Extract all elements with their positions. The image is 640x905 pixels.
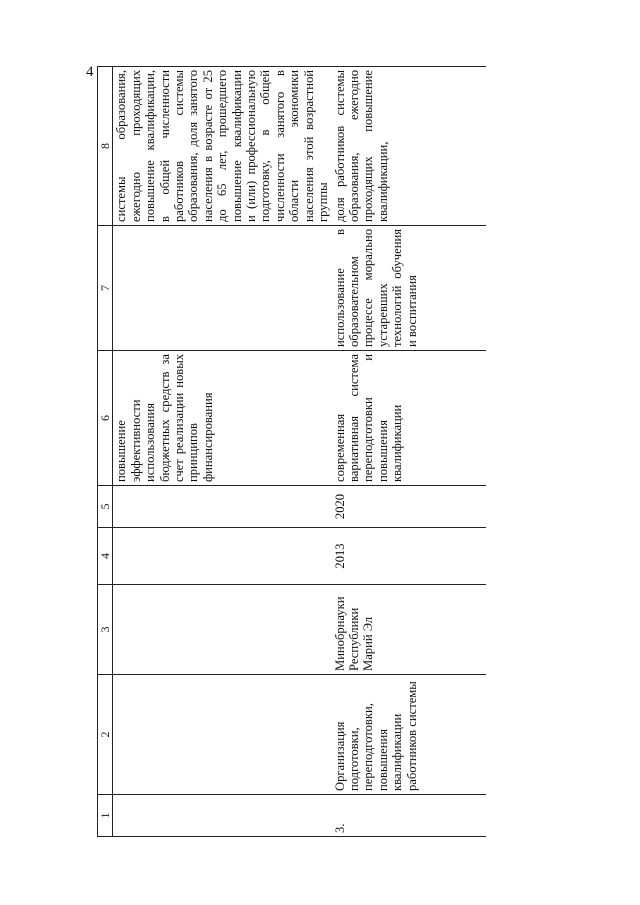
rotated-table-container xyxy=(97,67,465,837)
executor-cell: Минобрнауки Республики Марий Эл xyxy=(332,585,486,675)
table-row-3 xyxy=(332,67,486,837)
column-number: 8 xyxy=(98,67,113,226)
indicator-cell: доля работников системы образования, ежегодно проходящих повышение квалификации, xyxy=(332,67,486,226)
column-number: 6 xyxy=(98,351,113,486)
expected-result-cell: современная вариативная система переподготовки и повышения квалификации xyxy=(332,351,486,486)
column-number: 4 xyxy=(98,528,113,585)
row-number-cell: 3. xyxy=(332,795,486,837)
page-number: 4 xyxy=(86,64,94,80)
expected-result-cell: повышение эффективности использования бюджетных средств за счет реализации новых принципов финансирования xyxy=(113,351,332,486)
measure-name-cell: Организация подготовки, переподготовки, повышения квалификации работников системы xyxy=(332,675,486,795)
column-number: 1 xyxy=(98,795,113,837)
column-number: 5 xyxy=(98,486,113,528)
program-table xyxy=(97,66,486,837)
column-number: 3 xyxy=(98,585,113,675)
consequences-cell: использование в образовательном процессе морально устаревших технологий обучения и воспитания xyxy=(332,226,486,351)
end-year-cell: 2020 xyxy=(332,486,486,528)
table-row-continued xyxy=(113,67,332,837)
start-year-cell: 2013 xyxy=(332,528,486,585)
column-number: 7 xyxy=(98,226,113,351)
column-number: 2 xyxy=(98,675,113,795)
column-number-row xyxy=(98,67,113,837)
indicator-cell: системы образования, ежегодно проходящих повышение квалификации, в общей численности работников системы образования, доля занятого населения в возрасте от 25 до 65 лет, прошедшего повышение квалификации и (или) профессиональную подготовку, в общей численности занятого в области экономики населения этой возрастной группы xyxy=(113,67,332,226)
